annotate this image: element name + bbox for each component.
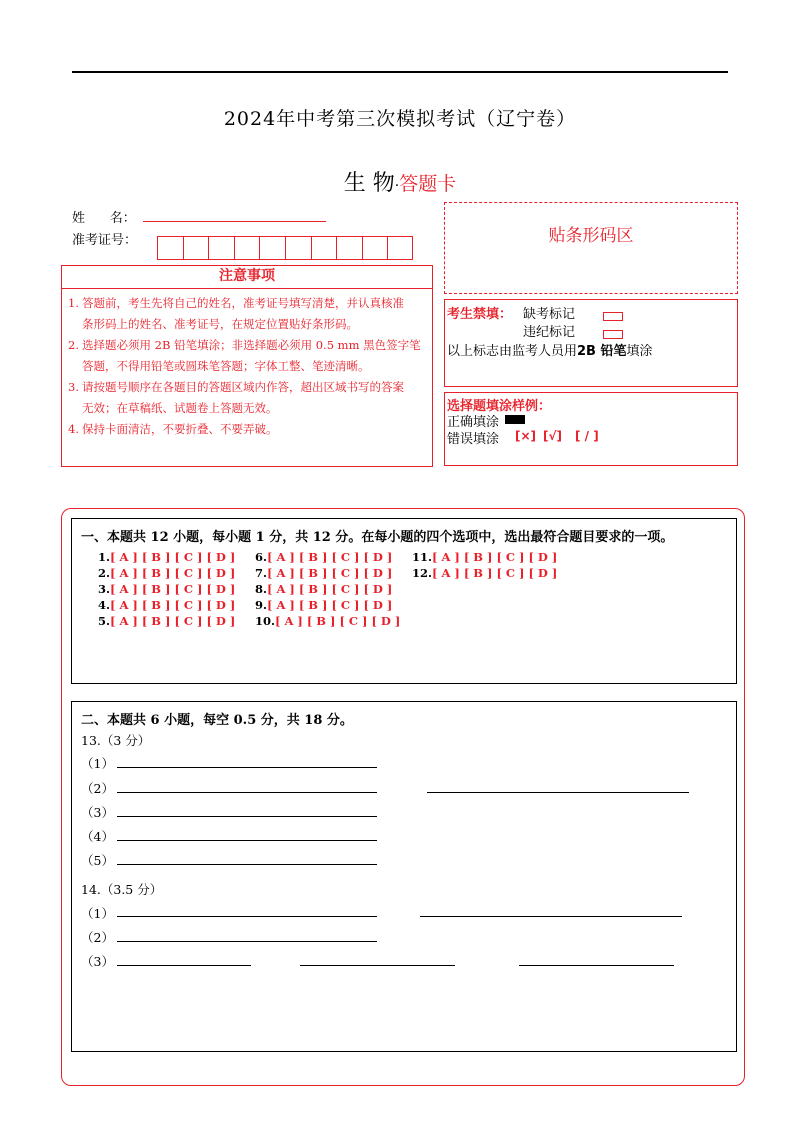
q13-part-1-label: （1） — [81, 756, 114, 771]
fill-sample-box — [444, 392, 738, 466]
mc-question-12[interactable]: 12.[ A ] [ B ] [ C ] [ D ] — [412, 566, 558, 580]
mc-question-3[interactable]: 3.[ A ] [ B ] [ C ] [ D ] — [98, 582, 236, 596]
q13-part-2-answer-line-a[interactable] — [117, 792, 377, 793]
proctor-only-box — [444, 299, 738, 387]
notice-item: 无效；在草稿纸、试题卷上答题无效。 — [82, 401, 278, 415]
name-field[interactable] — [143, 221, 326, 222]
mc-question-1[interactable]: 1.[ A ] [ B ] [ C ] [ D ] — [98, 550, 236, 564]
proctor-note: 以上标志由监考人员用2B 铅笔填涂 — [447, 344, 653, 359]
q14-part-1-answer-line-b[interactable] — [420, 916, 682, 917]
mc-question-8[interactable]: 8.[ A ] [ B ] [ C ] [ D ] — [255, 582, 393, 596]
q14-part-3-answer-line-b[interactable] — [300, 965, 455, 966]
q14-part-3-label: （3） — [81, 954, 114, 969]
mc-question-4[interactable]: 4.[ A ] [ B ] [ C ] [ D ] — [98, 598, 236, 612]
notice-body — [61, 289, 433, 467]
q14-part-3-answer-line-a[interactable] — [117, 965, 251, 966]
exam-id-boxes[interactable] — [157, 236, 413, 260]
notice-item: 答题，不得用铅笔或圆珠笔答题；字体工整、笔迹清晰。 — [82, 359, 370, 373]
barcode-label: 贴条形码区 — [548, 226, 634, 246]
violation-label: 违纪标记 — [523, 325, 576, 340]
q14-part-1-answer-line-a[interactable] — [117, 916, 377, 917]
q13-part-2-answer-line-b[interactable] — [427, 792, 689, 793]
exam-title: 2024年中考第三次模拟考试（辽宁卷） — [223, 108, 577, 130]
section-fill-in — [71, 701, 737, 1052]
subject-dot: · — [394, 178, 400, 194]
id-box[interactable] — [285, 236, 311, 260]
mc-question-10[interactable]: 10.[ A ] [ B ] [ C ] [ D ] — [255, 614, 401, 628]
mc-question-2[interactable]: 2.[ A ] [ B ] [ C ] [ D ] — [98, 566, 236, 580]
id-box[interactable] — [336, 236, 362, 260]
proctor-only-title: 考生禁填： — [447, 307, 513, 322]
wrong-mark-slash: [ / ] — [575, 429, 599, 443]
q13-part-1-answer-line[interactable] — [117, 767, 377, 768]
name-label: 姓 名： — [72, 211, 136, 226]
wrong-mark-cross: [×] — [515, 429, 537, 443]
absent-label: 缺考标记 — [523, 307, 576, 322]
q13-label: 13.（3 分） — [81, 733, 151, 748]
q13-part-5-answer-line[interactable] — [117, 864, 377, 865]
id-box[interactable] — [208, 236, 234, 260]
barcode-area — [444, 202, 738, 294]
q13-part-2-label: （2） — [81, 781, 114, 796]
wrong-mark-check: [√] — [543, 429, 562, 443]
q14-part-3-answer-line-c[interactable] — [519, 965, 674, 966]
id-box[interactable] — [259, 236, 285, 260]
subject-name: 生 物 — [343, 171, 395, 196]
mc-question-7[interactable]: 7.[ A ] [ B ] [ C ] [ D ] — [255, 566, 393, 580]
q14-part-2-label: （2） — [81, 930, 114, 945]
q14-part-1-label: （1） — [81, 906, 114, 921]
correct-fill-label: 正确填涂 — [447, 415, 500, 430]
id-box[interactable] — [183, 236, 209, 260]
section1-title: 一、本题共 12 小题，每小题 1 分，共 12 分。在每小题的四个选项中，选出最符合题目要求的一项。 — [81, 530, 674, 545]
notice-item: 1. 答题前，考生先将自己的姓名，准考证号填写清楚，并认真核准 — [68, 296, 404, 310]
q14-part-2-answer-line[interactable] — [117, 941, 377, 942]
wrong-fill-label: 错误填涂 — [447, 432, 500, 447]
mc-question-6[interactable]: 6.[ A ] [ B ] [ C ] [ D ] — [255, 550, 393, 564]
id-box[interactable] — [362, 236, 388, 260]
mc-question-5[interactable]: 5.[ A ] [ B ] [ C ] [ D ] — [98, 614, 236, 628]
answer-card-label: 答题卡 — [399, 173, 457, 195]
fill-sample-title: 选择题填涂样例： — [447, 399, 552, 414]
notice-item: 条形码上的姓名、准考证号，在规定位置贴好条形码。 — [82, 317, 358, 331]
notice-item: 4. 保持卡面清洁，不要折叠、不要弄破。 — [68, 422, 278, 436]
absent-mark-box[interactable] — [603, 306, 623, 325]
q13-part-5-label: （5） — [81, 853, 114, 868]
exam-id-label: 准考证号： — [72, 233, 138, 248]
q13-part-3-answer-line[interactable] — [117, 816, 377, 817]
id-box[interactable] — [311, 236, 337, 260]
mc-question-11[interactable]: 11.[ A ] [ B ] [ C ] [ D ] — [412, 550, 558, 564]
top-rule — [72, 71, 728, 73]
notice-item: 2. 选择题必须用 2B 铅笔填涂；非选择题必须用 0.5 mm 黑色签字笔 — [68, 338, 421, 352]
q14-label: 14.（3.5 分） — [81, 882, 163, 897]
q13-part-4-answer-line[interactable] — [117, 840, 377, 841]
id-box[interactable] — [234, 236, 260, 260]
notice-title: 注意事项 — [61, 265, 433, 289]
section-multiple-choice — [71, 518, 737, 684]
id-box[interactable] — [157, 236, 183, 260]
q13-part-4-label: （4） — [81, 829, 114, 844]
notice-item: 3. 请按题号顺序在各题目的答题区域内作答，超出区域书写的答案 — [68, 380, 404, 394]
id-box[interactable] — [387, 236, 413, 260]
mc-question-9[interactable]: 9.[ A ] [ B ] [ C ] [ D ] — [255, 598, 393, 612]
correct-fill-mark — [505, 415, 525, 424]
section2-title: 二、本题共 6 小题，每空 0.5 分，共 18 分。 — [81, 713, 353, 728]
subject-title — [0, 166, 800, 197]
q13-part-3-label: （3） — [81, 805, 114, 820]
